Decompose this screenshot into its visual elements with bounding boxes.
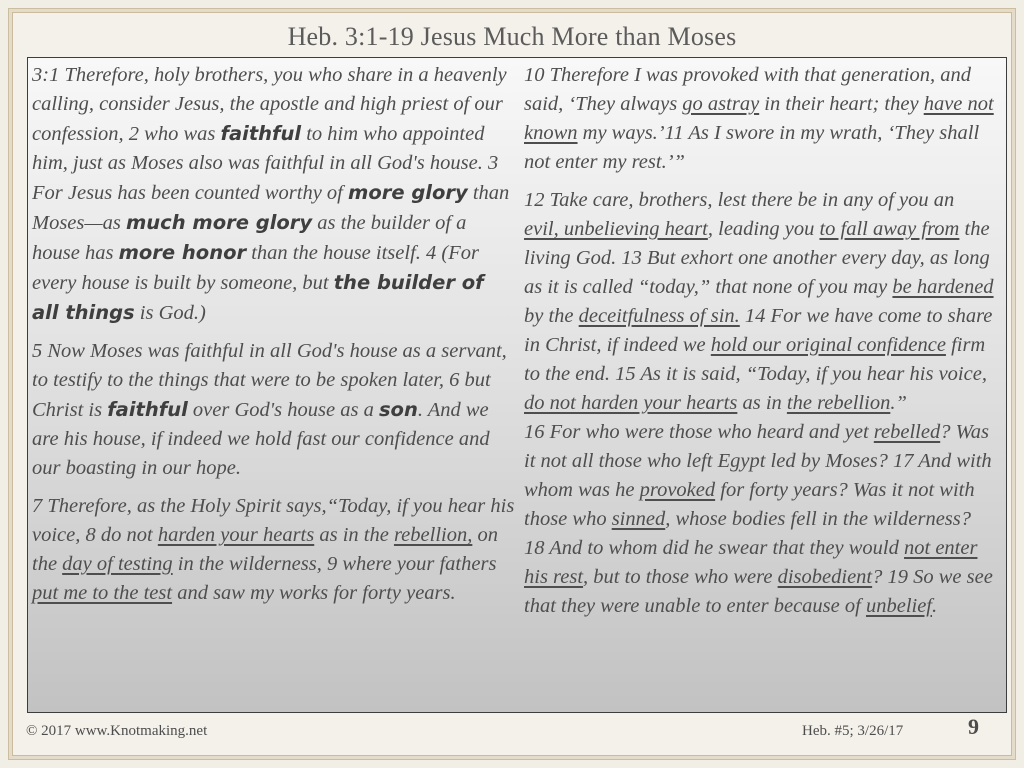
underline-to-fall-away-from: to fall away from [819, 218, 960, 240]
page-number: 9 [968, 714, 979, 739]
underline-be-hardened: be hardened [892, 276, 994, 298]
verse-text: in their heart; they [759, 93, 924, 115]
underline-sinned: sinned [611, 508, 666, 530]
underline-not-enter-his-rest: not enter his rest [524, 537, 978, 588]
verses-1-4 [32, 61, 516, 328]
verses-7-9 [32, 492, 516, 608]
verse-text: , but to those who were [583, 566, 778, 588]
emphasis-much-more-glory: much more glory [125, 211, 313, 234]
underline-provoked: provoked [639, 479, 716, 501]
verse-text: over God's house as a [187, 399, 379, 421]
right-column [524, 61, 994, 621]
verse-text: for forty years? Was it not with those who [524, 479, 975, 530]
underline-the-rebellion: the rebellion [786, 392, 891, 414]
underline-have-not-known: have not known [524, 93, 994, 144]
verse-text: ? 19 So we see that they were unable to enter because of [524, 566, 993, 617]
verse-text: as the builder of a house has [32, 212, 467, 264]
lesson-date-footer: Heb. #5; 3/26/17 [802, 723, 904, 739]
verse-text: 12 Take care, brothers, lest there be in any of you an [524, 189, 955, 211]
verse-text: the living God. 13 But exhort one another every day, as long as it is called “today,” that none of you may [524, 218, 990, 298]
verse-text: on the [32, 524, 498, 575]
emphasis-builder-of-all-things: the builder of all things [32, 271, 484, 324]
scripture-panel [27, 57, 1007, 713]
underline-hold-our-original-confidence: hold our original confidence [710, 334, 946, 356]
verse-text: . [932, 595, 938, 617]
emphasis-faithful: faithful [107, 398, 188, 421]
emphasis-more-honor: more honor [118, 241, 247, 264]
verse-text: to him who appointed him, just as Moses also was faithful in all God's house. 3 For Jesus has been counted worthy of [32, 123, 499, 204]
verse-text: is God.) [134, 302, 206, 324]
verse-text: in the wilderness, 9 where your fathers [172, 553, 497, 575]
underline-day-of-testing: day of testing [62, 553, 173, 575]
slide-title: Heb. 3:1-19 Jesus Much More than Moses [287, 22, 737, 51]
verses-5-6 [32, 337, 516, 483]
underline-unbelief: unbelief [865, 595, 933, 617]
verse-text: , leading you [707, 218, 820, 240]
verse-text: by the [524, 305, 579, 327]
verse-text: 3:1 Therefore, holy brothers, you who share in a heavenly calling, consider Jesus, the apostle and high priest of our confession, 2 who was [32, 64, 507, 145]
emphasis-more-glory: more glory [348, 181, 468, 204]
verses-12-15 [524, 186, 994, 418]
emphasis-faithful: faithful [220, 122, 302, 145]
underline-disobedient: disobedient [777, 566, 873, 588]
verse-text: 7 Therefore, as the Holy Spirit says,“Today, if you hear his voice, 8 do not [32, 495, 515, 546]
underline-deceitfulness-of-sin: deceitfulness of sin. [578, 305, 740, 327]
copyright-footer: © 2017 www.Knotmaking.net [26, 723, 208, 739]
underline-do-not-harden-your-hearts: do not harden your hearts [524, 392, 738, 414]
verse-text: than the house itself. 4 (For every house is built by someone, but [32, 242, 479, 294]
verse-text: as in [737, 392, 787, 414]
verse-text: than Moses—as [32, 182, 510, 234]
verse-text: my ways.’11 As I swore in my wrath, ‘They shall not enter my rest.’” [524, 122, 980, 173]
underline-rebelled: rebelled [873, 421, 941, 443]
underline-go-astray: go astray [682, 93, 760, 115]
left-column [32, 61, 516, 608]
verse-text: 5 Now Moses was faithful in all God's house as a servant, to testify to the things that were to be spoken later, 6 but Christ is [32, 340, 507, 421]
verse-text: .” [890, 392, 907, 414]
verse-text: firm to the end. 15 As it is said, “Today, if you hear his voice, [524, 334, 987, 385]
verse-text: as in the [314, 524, 394, 546]
verse-text: ? Was it not all those who left Egypt led by Moses? 17 And with whom was he [524, 421, 992, 501]
underline-put-me-to-the-test: put me to the test [32, 582, 173, 604]
emphasis-son: son [378, 398, 418, 421]
verse-text: and saw my works for forty years. [172, 582, 456, 604]
verse-text: 10 Therefore I was provoked with that generation, and said, ‘They always [524, 64, 971, 115]
underline-rebellion: rebellion, [393, 524, 473, 546]
underline-evil-unbelieving-heart: evil, unbelieving heart [524, 218, 708, 240]
verses-10-11 [524, 61, 994, 177]
underline-harden-your-hearts: harden your hearts [157, 524, 315, 546]
verse-text: , whose bodies fell in the wilderness? 18 And to whom did he swear that they would [524, 508, 972, 559]
verses-16-19 [524, 418, 994, 621]
verse-text: 16 For who were those who heard and yet [524, 421, 874, 443]
verse-text: 14 For we have come to share in Christ, if indeed we [524, 305, 993, 356]
verse-text: . And we are his house, if indeed we hold fast our confidence and our boasting in our hope. [32, 399, 490, 479]
